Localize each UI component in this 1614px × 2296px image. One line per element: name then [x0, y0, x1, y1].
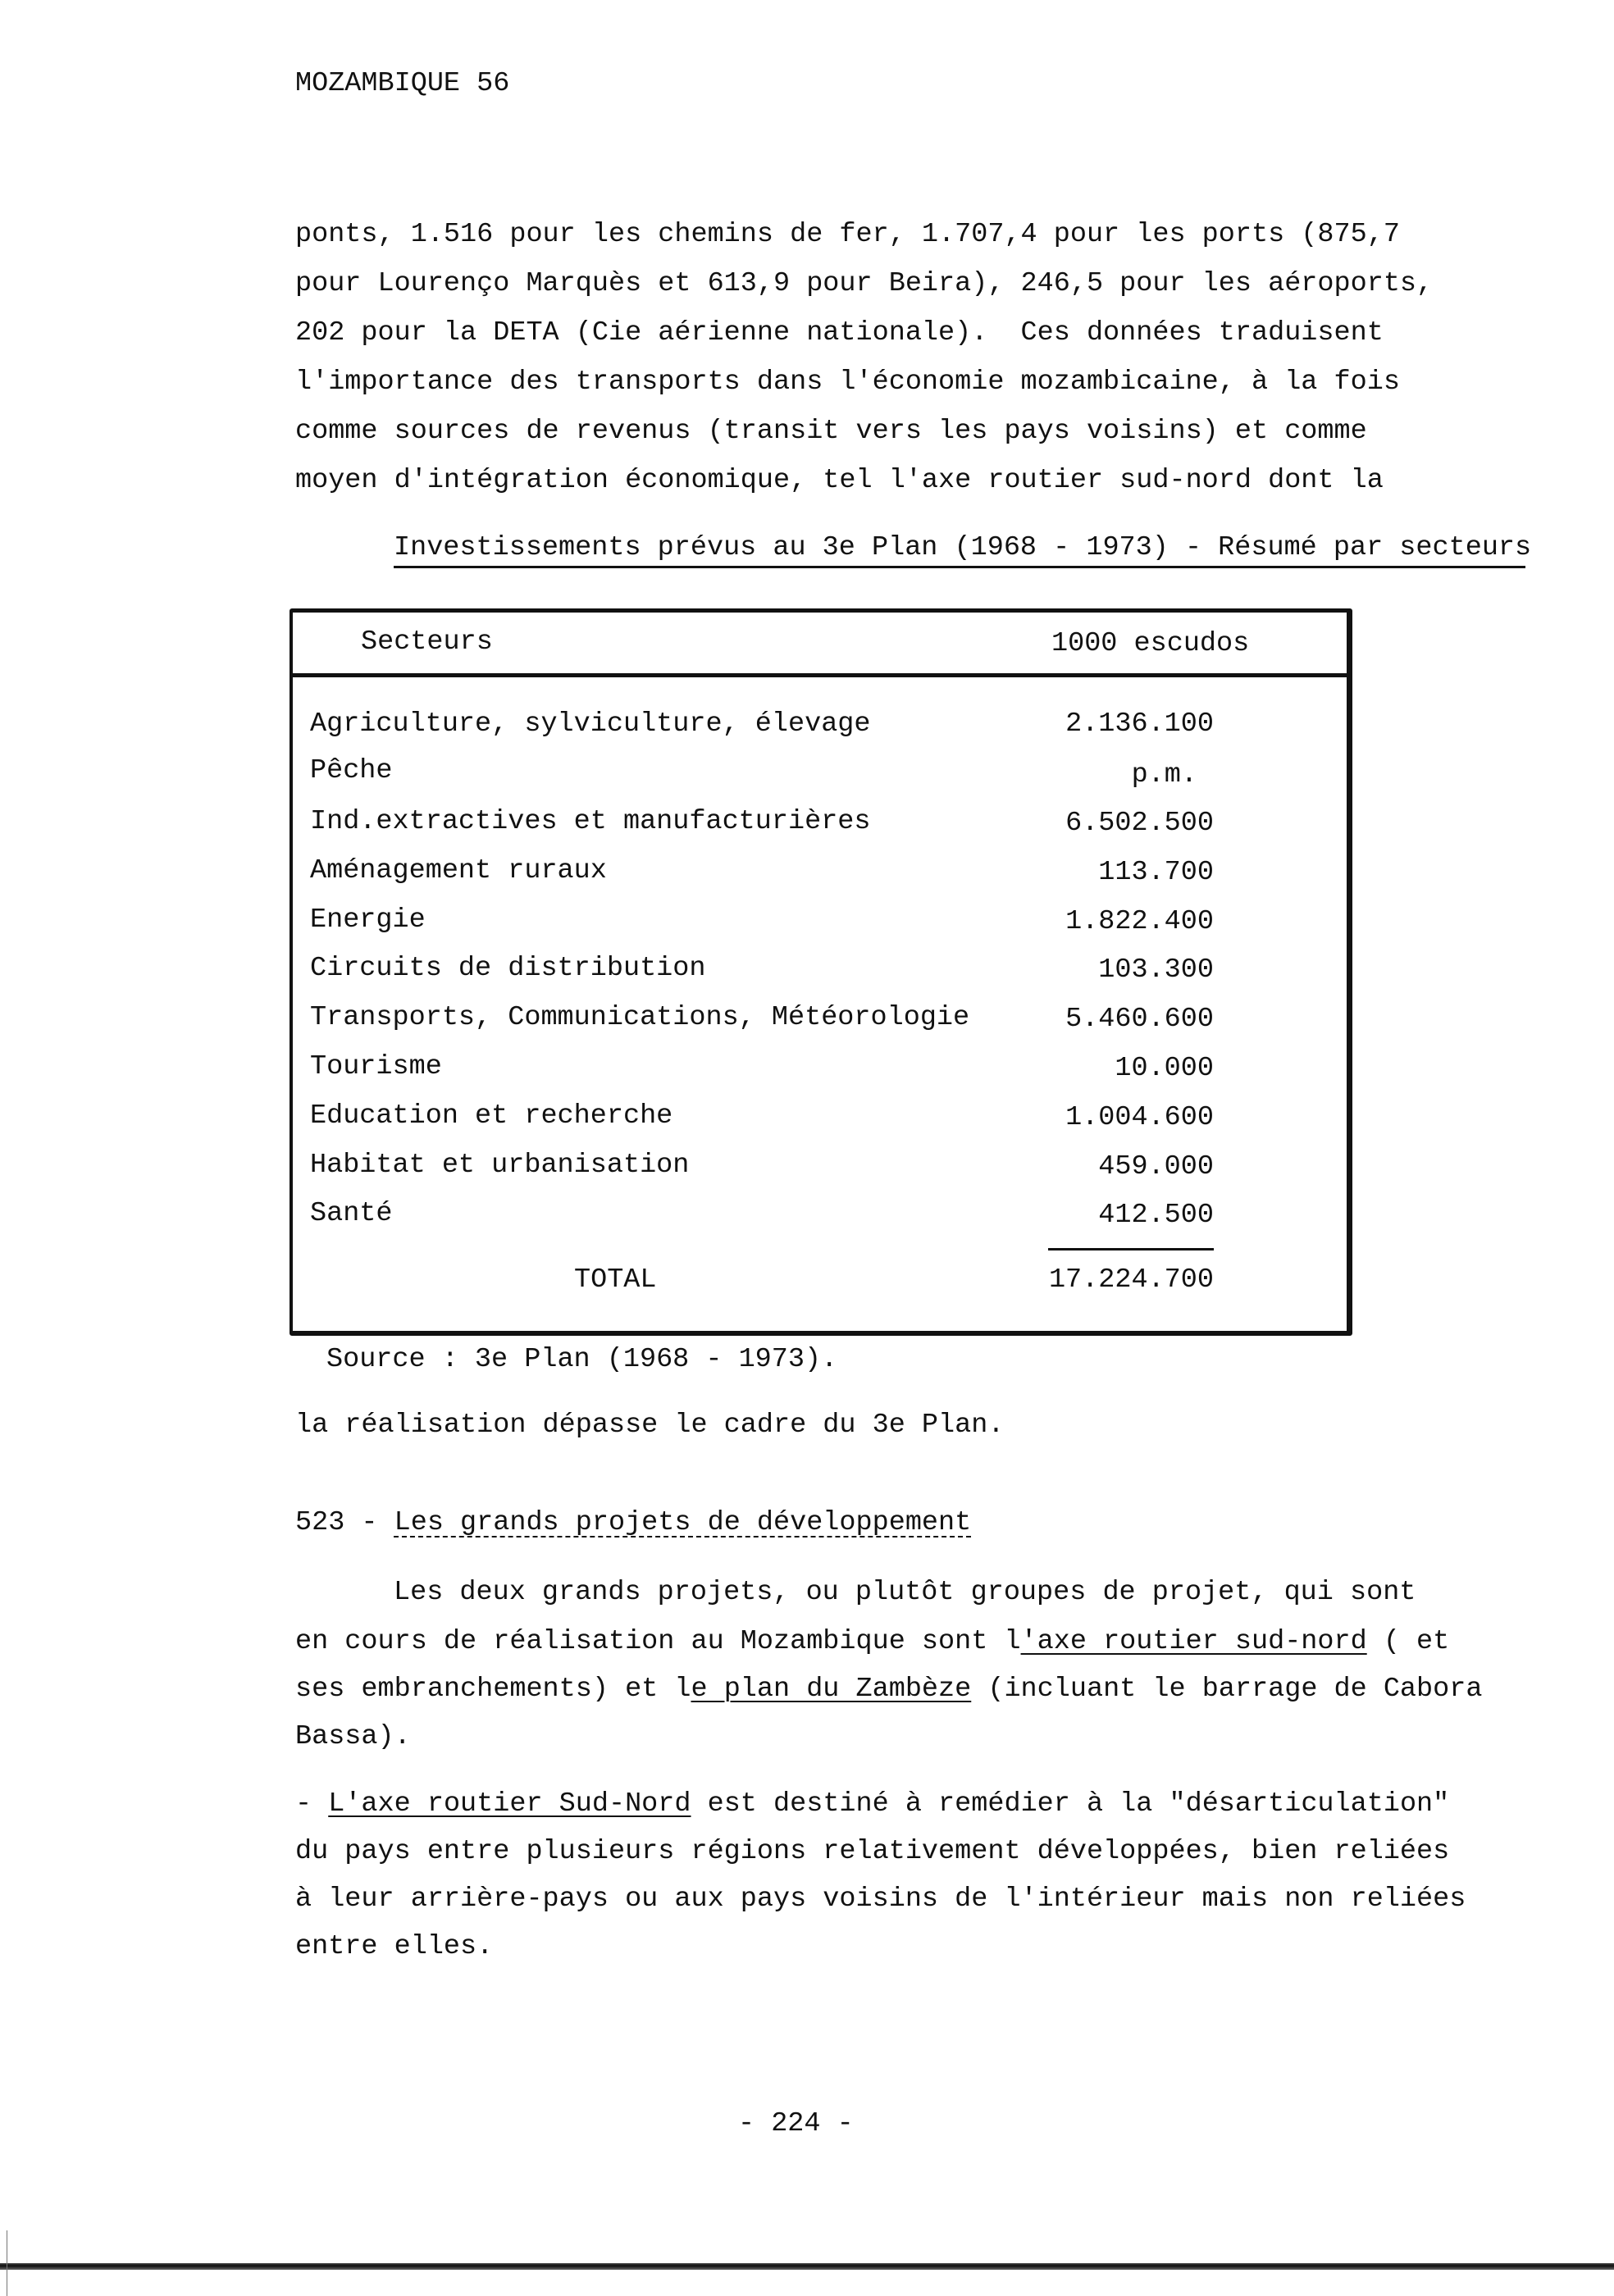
- sector-value: 5.460.600: [1065, 1004, 1214, 1035]
- table-header-divider: [290, 673, 1352, 677]
- sector-name: Agriculture, sylviculture, élevage: [310, 708, 871, 740]
- underlined-phrase: 'axe routier sud-nord: [1020, 1626, 1367, 1657]
- sector-value: 459.000: [1098, 1151, 1214, 1182]
- section-heading: [295, 1506, 971, 1539]
- paragraph-line: [295, 1625, 1449, 1658]
- paragraph-line: pour Lourenço Marquès et 613,9 pour Beira), 246,5 pour les aéroports,: [295, 268, 1434, 299]
- total-value: 17.224.700: [1048, 1264, 1214, 1296]
- sector-value: 2.136.100: [1065, 708, 1214, 740]
- text-run: ( et: [1366, 1626, 1450, 1657]
- sector-name: Education et recherche: [310, 1100, 673, 1132]
- paragraph-line: Bassa).: [295, 1721, 411, 1752]
- sector-name: Tourisme: [310, 1051, 442, 1082]
- text-run: en cours de réalisation au Mozambique sont l: [295, 1626, 1021, 1657]
- table-title: Investissements prévus au 3e Plan (1968 - 1973) - Résumé par secteurs: [394, 532, 1532, 563]
- text-run: est destiné à remédier à la "désarticulation": [691, 1788, 1450, 1820]
- sector-name: Santé: [310, 1198, 393, 1229]
- sector-name: Aménagement ruraux: [310, 855, 607, 886]
- running-head: MOZAMBIQUE 56: [295, 68, 510, 99]
- table-source: Source : 3e Plan (1968 - 1973).: [326, 1344, 838, 1375]
- column-header-value: 1000 escudos: [1051, 628, 1250, 659]
- section-number: 523 -: [295, 1507, 394, 1538]
- sector-value: 6.502.500: [1065, 808, 1214, 839]
- total-rule: [1048, 1248, 1214, 1250]
- sector-name: Energie: [310, 904, 426, 936]
- paragraph-line: 202 pour la DETA (Cie aérienne nationale). Ces données traduisent: [295, 317, 1384, 348]
- sector-name: Ind.extractives et manufacturières: [310, 806, 871, 837]
- paragraph-line: ponts, 1.516 pour les chemins de fer, 1.707,4 pour les ports (875,7: [295, 219, 1400, 250]
- sector-value: 10.000: [1115, 1053, 1214, 1084]
- underlined-phrase: e plan du Zambèze: [691, 1674, 972, 1705]
- paragraph-line: [295, 1788, 1449, 1820]
- continuation-line: la réalisation dépasse le cadre du 3e Plan.: [295, 1410, 1005, 1441]
- text-run: ses embranchements) et l: [295, 1674, 691, 1705]
- paragraph-line: du pays entre plusieurs régions relativement développées, bien reliées: [295, 1836, 1450, 1867]
- sector-name: Pêche: [310, 755, 393, 786]
- sector-name: Habitat et urbanisation: [310, 1150, 690, 1181]
- sector-name: Circuits de distribution: [310, 953, 706, 984]
- paragraph-line: l'importance des transports dans l'économie mozambicaine, à la fois: [295, 367, 1400, 398]
- sector-value: 412.500: [1098, 1200, 1214, 1231]
- text-run: (incluant le barrage de Cabora: [971, 1674, 1483, 1705]
- paragraph-line: comme sources de revenus (transit vers les pays voisins) et comme: [295, 416, 1367, 447]
- scan-edge-bottom: [0, 2263, 1614, 2270]
- total-label: TOTAL: [574, 1264, 657, 1296]
- underlined-phrase: L'axe routier Sud-Nord: [328, 1788, 691, 1820]
- text-run: -: [295, 1788, 329, 1820]
- paragraph-line: entre elles.: [295, 1931, 494, 1962]
- paragraph-line: Les deux grands projets, ou plutôt groupes de projet, qui sont: [394, 1577, 1416, 1608]
- sector-name: Transports, Communications, Météorologie: [310, 1002, 970, 1033]
- paragraph-line: [295, 1673, 1482, 1706]
- sector-value: 103.300: [1098, 954, 1214, 986]
- sector-value: 113.700: [1098, 857, 1214, 888]
- sector-value: p.m.: [1131, 759, 1197, 790]
- column-header-sectors: Secteurs: [361, 626, 493, 658]
- paragraph-line: à leur arrière-pays ou aux pays voisins de l'intérieur mais non reliées: [295, 1884, 1466, 1915]
- paragraph-line: moyen d'intégration économique, tel l'axe routier sud-nord dont la: [295, 465, 1384, 496]
- page-number: - 224 -: [738, 2108, 854, 2139]
- sector-value: 1.004.600: [1065, 1102, 1214, 1133]
- section-title: Les grands projets de développement: [394, 1507, 972, 1538]
- table-title-underline: [394, 566, 1525, 568]
- sector-value: 1.822.400: [1065, 906, 1214, 937]
